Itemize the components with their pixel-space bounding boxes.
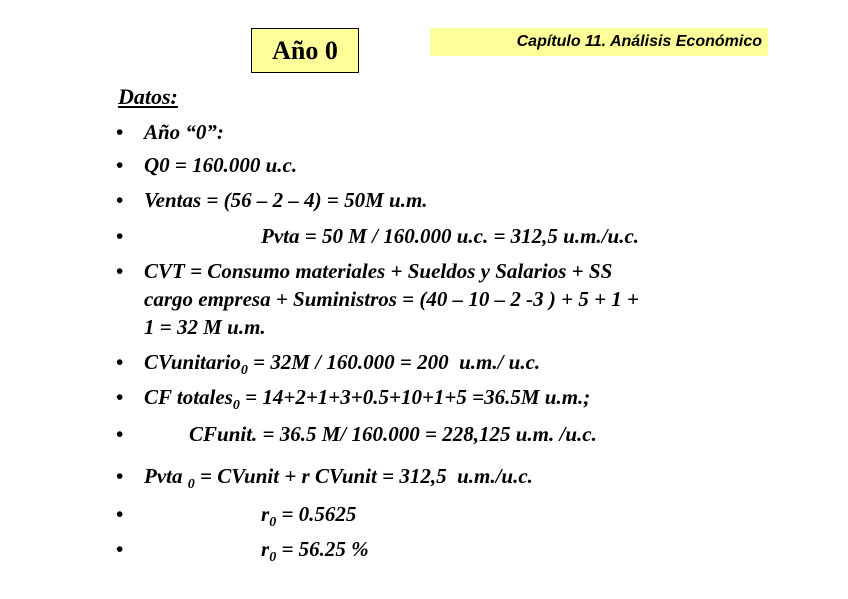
item-text: cargo empresa + Suministros = (40 – 10 – 2 -3 ) + 5 + 1 + [144,287,640,311]
item-text: = CVunit + r CVunit = 312,5 u.m./u.c. [194,464,533,488]
bullet: • [116,188,124,212]
subscript: 0 [240,363,248,378]
bullet: • [116,120,124,144]
list-item [116,151,756,179]
item-text: Pvta [144,464,188,488]
item-text: r [261,502,270,526]
list-item [116,420,756,448]
item-text: = 14+2+1+3+0.5+10+1+5 =36.5M u.m.; [239,385,591,409]
bullet: • [116,464,124,488]
list-item [116,118,756,146]
item-text: CF totales [144,385,233,409]
bullet: • [116,350,124,374]
list-item [116,500,756,537]
item-text: 1 = 32 M u.m. [144,315,266,339]
list-item [116,186,756,214]
item-text: = 32M / 160.000 = 200 u.m./ u.c. [247,350,541,374]
item-text: Q0 = 160.000 u.c. [144,153,298,177]
slide-title: Año 0 [251,28,359,73]
subscript: 0 [187,477,195,492]
item-text: Año “0”: [144,120,224,144]
item-text: Pvta = 50 M / 160.000 u.c. = 312,5 u.m./u.c. [261,224,640,248]
list-item [116,383,756,420]
bullet: • [116,385,124,409]
chapter-header: Capítulo 11. Análisis Económico [430,28,768,56]
bullet: • [116,259,124,283]
item-text: r [261,537,270,561]
subscript: 0 [269,515,277,530]
item-text: = 0.5625 [276,502,357,526]
item-text: CVT = Consumo materiales + Sueldos y Salarios + SS [144,259,613,283]
bullet: • [116,537,124,561]
list-item [116,257,756,341]
datos-heading: Datos: [118,84,178,109]
list-item [116,535,756,572]
item-text: CVunitario [144,350,241,374]
item-text: = 56.25 % [276,537,369,561]
item-text: Ventas = (56 – 2 – 4) = 50M u.m. [144,188,428,212]
list-item [116,462,756,499]
subscript: 0 [269,550,277,565]
subscript: 0 [232,398,240,413]
bullet: • [116,422,124,446]
list-item [116,348,756,385]
item-text: CFunit. = 36.5 M/ 160.000 = 228,125 u.m. /u.c. [189,422,597,446]
bullet: • [116,224,124,248]
bullet: • [116,502,124,526]
list-item [116,222,756,250]
bullet: • [116,153,124,177]
